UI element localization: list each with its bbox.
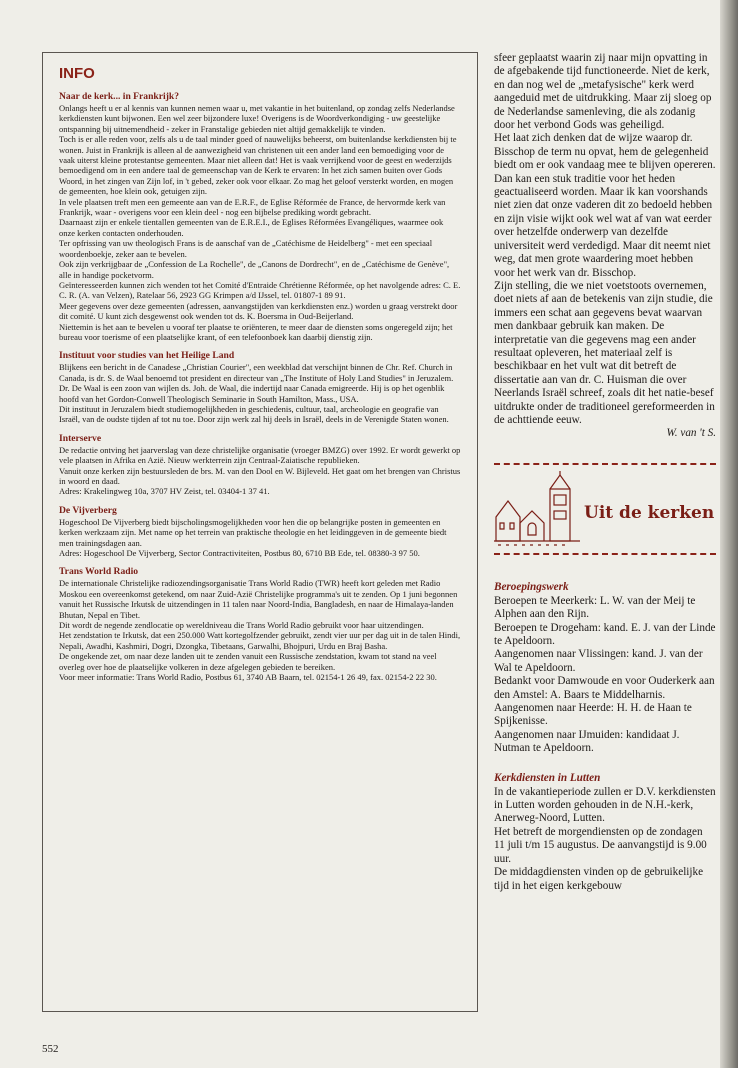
paragraph: Vanuit onze kerken zijn bestuursleden de brs. M. van den Dool en W. Bijleveld. Het gaat om het brengen van Christus in woord en daad. <box>59 465 461 486</box>
uit-de-kerken-header <box>494 465 716 551</box>
paragraph: Toch is er alle reden voor, zelfs als u de taal minder goed of nauwelijks beheerst, om buitenlandse kerkdiensten bij te wonen. Juist in Frankrijk is alleen al de aanwezigheid van christenen uit een ander land een bemoediging voor de vaak uiterst kleine protestantse gemeenten. Maar niet alleen dat! Het is vaak verrijkend voor de geest en wederzijds bemoedigend om in een andere taal de gemeenschap van de Kerk te ervaren: In het zich samen buiten over Gods Woord, in het zingen van Zijn lof, in 't gebed, zeker ook voor elkaar. Zo mag het geloof versterkt worden, en mogen de gemeenten, hoe klein ook, getuigen zijn. <box>59 134 457 197</box>
paragraph: Het betreft de morgendiensten op de zondagen 11 juli t/m 15 augustus. De aanvangstijd is 9.00 uur. <box>494 825 707 865</box>
paragraph: Niettemin is het aan te bevelen u vooraf ter plaatse te oriënteren, te meer daar de diensten soms ongeregeld zijn; het bureau voor toerisme of een plaatselijke krant, of een telefoonboek kan daarbij dienstig zijn. <box>59 321 453 342</box>
paragraph: De middagdiensten vinden op de gebruikelijke tijd in het eigen kerkgebouw <box>494 866 704 892</box>
list-item: Beroepen te Meerkerk: L. W. van der Meij te Alphen aan den Rijn. <box>494 594 696 621</box>
info-section-vijverberg <box>59 505 461 559</box>
section-heading: Naar de kerk... in Frankrijk? <box>59 91 180 102</box>
info-box <box>42 52 478 1012</box>
paragraph: Het laat zich denken dat de wijze waarop dr. Bisschop de term nu opvat, hem de gelegenheid biedt om er ook vandaag mee te blijven opereren. Dan kan een stuk traditie voor het heden geactualiseerd worden. Maar ik kan voorshands niet zien dat onze vaderen dit zo bedoeld hebben en zijn visie wijkt ook wel wat af van wat eerder over hetzelfde onderwerp van dezelfde universiteit werd verdedigd. Maar dit neemt niet weg, dat men grote waardering moet hebben voor het werk van dr. Bisschop. <box>494 132 716 279</box>
beroepingswerk-heading: Beroepingswerk <box>494 580 569 593</box>
section-heading: Trans World Radio <box>59 566 139 578</box>
paragraph: Het zendstation te Irkutsk, dat een 250.000 Watt kortegolfzender gebruikt, zendt vier uur per dag uit in de talen Hindi, Nepali, Awadhi, Kashmiri, Dogri, Dzongka, Tibetaans, Garwalhi, Bhojpuri, Urdu en Braj Basha. <box>59 630 461 651</box>
paragraph: Adres: Hogeschool De Vijverberg, Sector Contractiviteiten, Postbus 80, 6710 BB Ede, tel. 08380-3 97 50. <box>59 548 420 559</box>
section-divider-bottom <box>494 553 716 555</box>
uit-de-kerken-title: Uit de kerken <box>584 502 715 523</box>
paragraph: Ook zijn verkrijgbaar de „Confession de La Rochelle", de „Canons de Dordrecht", en de „Catéchisme de Genève", alle in handige pocketvorm. <box>59 259 450 280</box>
page-number: 552 <box>42 1043 59 1055</box>
section-heading: Interserve <box>59 432 102 444</box>
right-column <box>494 52 716 893</box>
paragraph: Dit wordt de negende zendlocatie op wereldniveau die Trans World Radio gebruikt voor haar uitzendingen. <box>59 620 424 631</box>
church-illustration-icon <box>494 471 580 549</box>
section-heading: Instituut voor studies van het Heilige Land <box>59 350 235 362</box>
page-spine-shadow <box>720 0 738 1068</box>
paragraph: In de vakantieperiode zullen er D.V. kerkdiensten in Lutten worden gehouden in de N.H.-kerk, Anerweg-Noord, Lutten. <box>494 785 716 825</box>
info-section-frankrijk <box>59 91 461 342</box>
paragraph: In vele plaatsen treft men een gemeente aan van de E.R.F., de Eglise Réformée de France, de hervormde kerk van Frankrijk, waar - overigens voor een klein deel - nog een bijbelse prediking wordt gebracht. <box>59 196 446 218</box>
paragraph: Hogeschool De Vijverberg biedt bijscholingsmogelijkheden voor hen die op belangrijke posten in gemeenten en kerken werkzaam zijn. Met name op het terrein van praktische theologie en het leidinggeven in de gemeente biedt men trainingsdagen aan. <box>59 516 447 548</box>
paragraph: Onlangs heeft u er al kennis van kunnen nemen waar u, met vakantie in het buitenland, op zondag zelfs Nederlandse kerkdiensten kunt bijwonen. Een wel zeer bijzondere luxe! Overigens is de Woordverkondiging - uw geestelijke ontspanning bij uitnemendheid - zeker in Franstalige gebieden niet altijd gemakkelijk te vinden. <box>59 103 455 134</box>
list-item: Aangenomen naar Vlissingen: kand. J. van der Wal te Apeldoorn. <box>494 648 703 674</box>
paragraph: sfeer geplaatst waarin zij naar mijn opvatting in de afgebakende tijd functioneerde. Niet de kerk, en dan nog wel de „metafysische" kerk werd aangeduid met de uitdrukking. Maar zij sloeg op de Nederlandse samenleving, die als zodanig door het verbond Gods was geheiligd. <box>494 52 712 132</box>
paragraph: Ter opfrissing van uw theologisch Frans is de aanschaf van de „Catéchisme de Heidelberg" - met een speciaal woordenboekje, zeker aan te bevelen. <box>59 238 433 259</box>
info-section-heilige-land <box>59 350 461 424</box>
article-continuation <box>494 52 716 441</box>
list-item: Beroepen te Drogeham: kand. E. J. van der Linde te Apeldoorn. <box>494 621 716 647</box>
paragraph: Daarnaast zijn er enkele tientallen gemeenten van de E.R.E.I., de Eglises Réformées Evangéliques, waarmee ook onze kerken contacten onderhouden. <box>59 217 444 238</box>
section-heading: De Vijverberg <box>59 504 117 516</box>
paragraph: Geïnteresseerden kunnen zich wenden tot het Comité d'Entraide Chrétienne Réformée, op het navolgende adres: C. E. C. R. (A. van Velzen), Ratelaar 56, 2923 GG Krimpen a/d IJssel, tel. 01807-1 89 91. <box>59 279 461 301</box>
paragraph: De ongekende zet, om naar deze landen uit te zenden vanuit een Russische zendstation, kwam tot stand na veel overleg over hoe de plaatselijke volkeren in deze afgelegen gebieden te bereiken. <box>59 651 437 672</box>
paragraph: De redactie ontving het jaarverslag van deze christelijke organisatie (vroeger BMZG) over 1992. Er wordt gewerkt op vele plaatsen in Afrika en Azië. Nieuw werkterrein zijn Centraal-Zaiatische republieken. <box>59 444 461 466</box>
info-title: INFO <box>59 65 95 82</box>
list-item: Bedankt voor Damwoude en voor Ouderkerk aan den Amstel: A. Baars te Middelharnis. <box>494 675 715 701</box>
paragraph: Zijn stelling, die we niet voetstoots overnemen, doet niets af aan de betekenis van zijn studie, die immers een schat aan gegevens bevat waarvan men dankbaar gebruik kan maken. De interpretatie van die gegevens mag een ander resultaat opleveren, het materiaal zelf is beschikbaar en het vult wat dit betreft de dissertatie aan van dr. C. Huisman die over Neerlands Israël schreef, zoals dit het natie-besef uitdrukte onder de traditioneel gereformeerden in de achttiende eeuw. <box>494 279 715 426</box>
paragraph: Adres: Krakelingweg 10a, 3707 HV Zeist, tel. 03404-1 37 41. <box>59 486 270 497</box>
list-item: Aangenomen naar Heerde: H. H. de Haan te Spijkenisse. <box>494 702 692 728</box>
info-section-trans-world-radio <box>59 566 461 682</box>
info-section-interserve <box>59 433 461 497</box>
paragraph: Blijkens een bericht in de Canadese „Christian Courier", een weekblad dat verschijnt binnen de Chr. Ref. Church in Canada, is dr. S. de Waal benoemd tot president en directeur van „The Institute of Holy Land Studies" in Jeruzalem. Dr. De Waal is een zoon van wijlen ds. Joh. de Waal, die indertijd naar Canada emigreerde. Hij is op het ogenblik hoofd van het Gordon-Conwell Theologisch Seminarie in South Hamilton, Mass., USA. <box>59 362 454 404</box>
list-item: Aangenomen naar IJmuiden: kandidaat J. Nutman te Apeldoorn. <box>494 728 680 755</box>
article-signature: W. van 't S. <box>666 427 716 440</box>
paragraph: Dit instituut in Jeruzalem biedt studiemogelijkheden in geschiedenis, cultuur, taal, archeologie en geografie van Israël, van de oudste tijden af tot nu toe. Door zijn werk zal hij deels in Israël, deels in de Verenigde Staten wonen. <box>59 403 449 425</box>
paragraph: Voor meer informatie: Trans World Radio, Postbus 61, 3740 AB Baarn, tel. 02154-1 26 49, fax. 02154-2 22 30. <box>59 672 437 683</box>
article-signature-row <box>494 427 716 440</box>
paragraph: Meer gegevens over deze gemeenten (adressen, aanvangstijden van kerkdiensten enz.) worden u graag verstrekt door dit comité. U kunt zich desgewenst ook wenden tot ds. K. Boersma in Oud-Beijerland. <box>59 300 458 322</box>
lutten-heading: Kerkdiensten in Lutten <box>494 771 601 784</box>
paragraph: De internationale Christelijke radiozendingsorganisatie Trans World Radio (TWR) heeft kort geleden met Radio Moskou een overeenkomst getekend, om naar Zuid-Azië Christelijke programma's uit te zenden. Op 1 juni begonnen vanuit het Russische Irkutsk de uitzendingen in 11 talen naar Noord-India, Bangladesh, en naar de Himalaya-landen Bhutan, Nepal en Tibet. <box>59 578 458 620</box>
